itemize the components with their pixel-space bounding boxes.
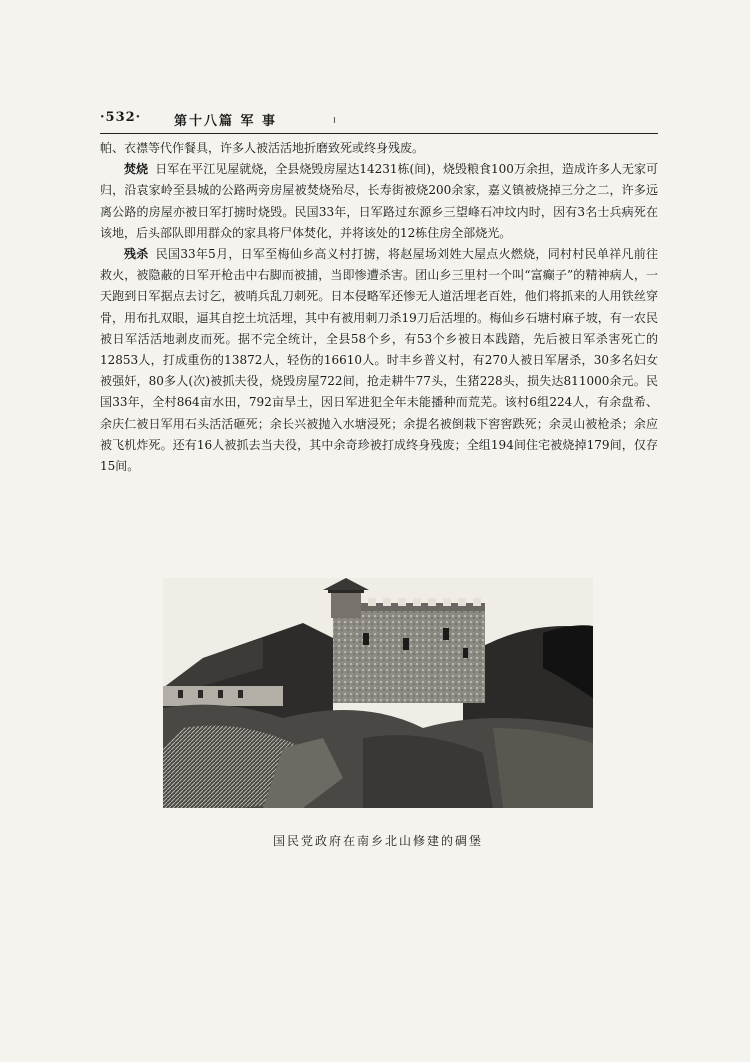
- paragraph-text: 日军在平江见屋就烧，全县烧毁房屋达14231栋(间)，烧毁粮食100万余担，造成许多人无家可归，沿袁家岭至县城的公路两旁房屋被焚烧殆尽，长寿街被烧200余家，嘉义镇被烧掉三分之二，许多远离公路的房屋亦被日军打掳时烧毁。民国33年，日军路过东源乡三望峰石冲坟内时，因有3名士兵病死在该地，后头部队即用群众的家具将尸体焚化，并将该处的12栋住房全部烧光。: [100, 162, 658, 240]
- paragraph-keyword: 焚烧: [124, 162, 149, 177]
- blockhouse-photo: [163, 578, 593, 808]
- photo-illustration: [163, 578, 593, 808]
- page-header: [100, 110, 660, 130]
- header-rule: [100, 133, 658, 134]
- paragraph-continuation: [100, 138, 658, 159]
- paragraph-text: 帕、衣襟等代作餐具，许多人被活活地折磨致死或终身残废。: [100, 141, 425, 155]
- photo-caption: 国民党政府在南乡北山修建的碉堡: [272, 834, 483, 848]
- paragraph-burning: [100, 159, 658, 244]
- chapter-title: 第十八篇 军 事: [174, 114, 278, 129]
- paragraph-killing: [100, 244, 658, 477]
- body-text: [100, 138, 658, 477]
- paragraph-keyword: 残杀: [124, 247, 149, 262]
- paragraph-text: 民国33年5月，日军至梅仙乡高义村打掳，将赵屋场刘姓大屋点火燃烧，同村村民单祥凡前往救火，被隐蔽的日军开枪击中右脚而被捕，当即惨遭杀害。团山乡三里村一个叫“富癫子”的精神病人，一天跑到日军据点去讨乞，被哨兵乱刀刺死。日本侵略军还惨无人道活埋老百姓，他们将抓来的人用铁丝穿骨，用布扎双眼，逼其自挖土坑活埋，其中有被用刺刀杀19刀后活埋的。梅仙乡石塘村麻子坡，有一农民被日军活活地剥皮而死。据不完全统计，全县58个乡，有53个乡被日本践踏，先后被日军杀害死亡的12853人，打成重伤的13872人，轻伤的16610人。时丰乡普义村，有270人被日军屠杀，30多名妇女被强奸，80多人(次)被抓夫役，烧毁房屋722间，抢走耕牛77头，生猪228头，损失达811000余元。民国33年，全村864亩水田，792亩旱土，因日军进犯全年未能播种而荒芜。该村6组224人，有余盘希、余庆仁被日军用石头活活砸死；余长兴被抛入水塘浸死；余提名被倒栽下窖窖跌死；余灵山被枪杀；余应被飞机炸死。还有16人被抓去当夫役，其中余奇珍被打成终身残废；全组194间住宅被烧掉179间，仅存15间。: [100, 247, 658, 474]
- page-number: ·532·: [100, 110, 142, 125]
